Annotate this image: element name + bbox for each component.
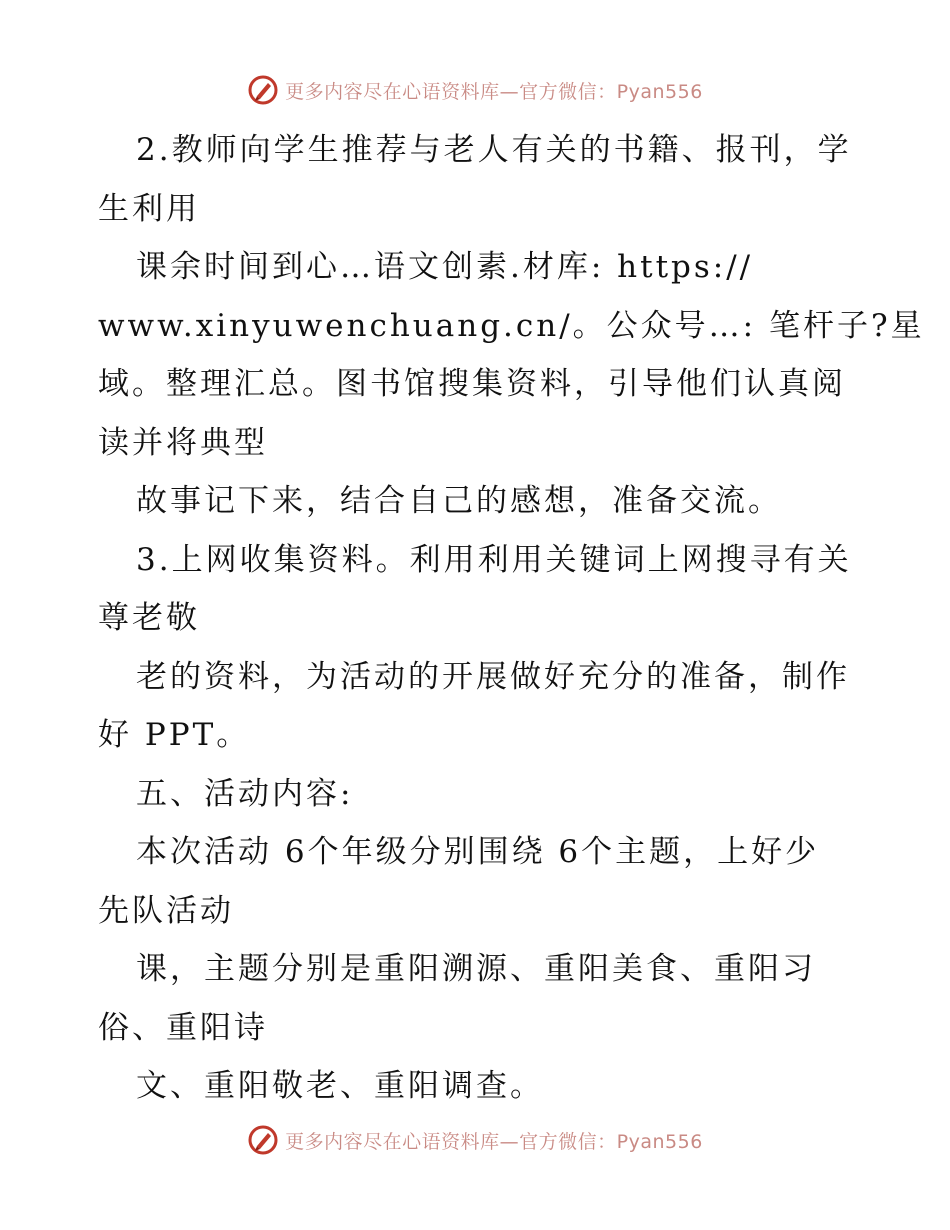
banner-text: 更多内容尽在心语资料库—官方微信：Pyan556 <box>285 80 703 103</box>
paragraph-line: 文、重阳敬老、重阳调查。 <box>136 1068 544 1104</box>
paragraph-line: 2.教师向学生推荐与老人有关的书籍、报刊，学 <box>136 132 852 168</box>
pen-logo-icon <box>247 74 279 106</box>
paragraph-line: 课，主题分别是重阳溯源、重阳美食、重阳习 <box>136 951 816 987</box>
paragraph-line: 尊老敬 <box>98 600 200 636</box>
paragraph-line: 生利用 <box>98 190 200 227</box>
pen-logo-icon <box>247 1124 279 1156</box>
document-body <box>98 121 925 1116</box>
paragraph-line: 3.上网收集资料。利用利用关键词上网搜寻有关 <box>136 541 852 578</box>
paragraph-line: 俗、重阳诗 <box>98 1009 268 1046</box>
paragraph-line: www.xinyuwenchuang.cn/。公众号…: 笔杆子?星 <box>98 307 925 344</box>
header-banner <box>0 70 950 110</box>
section-heading: 五、活动内容: <box>136 775 354 812</box>
paragraph-line: 域。整理汇总。图书馆搜集资料，引导他们认真阅 <box>98 366 846 402</box>
banner-text: 更多内容尽在心语资料库—官方微信：Pyan556 <box>285 1130 703 1153</box>
paragraph-line: 老的资料，为活动的开展做好充分的准备，制作 <box>136 658 850 695</box>
paragraph-line: 课余时间到心…语文创素.材库: https:// <box>136 249 754 285</box>
footer-banner <box>0 1120 950 1160</box>
paragraph-line: 好 PPT。 <box>98 717 251 753</box>
paragraph-line: 读并将典型 <box>98 424 268 461</box>
paragraph-line: 先队活动 <box>98 892 234 929</box>
paragraph-line: 故事记下来，结合自己的感想，准备交流。 <box>136 483 782 519</box>
paragraph-line: 本次活动 6个年级分别围绕 6个主题，上好少 <box>136 834 820 870</box>
